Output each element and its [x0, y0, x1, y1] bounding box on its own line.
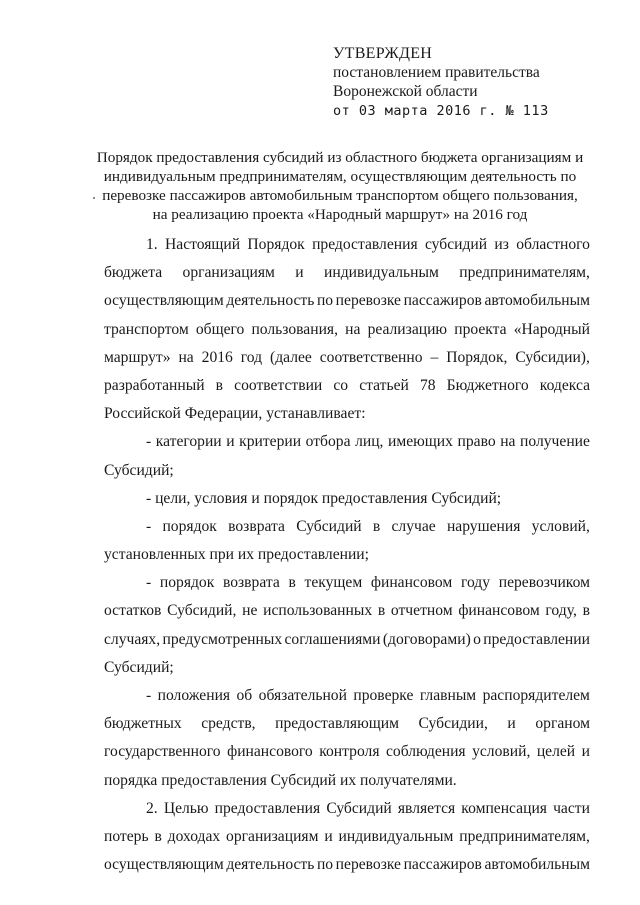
document-body — [104, 231, 590, 879]
text-line: бюджета организациям и индивидуальным предпринимателям, — [104, 264, 590, 282]
list-item-line: порядка предоставления Субсидий их получателями. — [104, 771, 457, 789]
list-item-line: установленных при их предоставлении; — [104, 546, 369, 564]
text-line: транспортом общего пользования, на реализацию проекта «Народный — [104, 320, 590, 338]
list-item-line: Субсидий; — [104, 461, 174, 479]
list-item-line: - порядок возврата Субсидий в случае нарушения условий, — [146, 517, 590, 535]
text-line: потерь в доходах организациям и индивидуальным предпринимателям, — [104, 827, 590, 845]
list-item-line: остатков Субсидий, не использованных в отчетном финансовом году, в — [104, 602, 590, 620]
title-line: Порядок предоставления субсидий из областного бюджета организациям и — [96, 149, 584, 166]
list-item-line: государственного финансового контроля соблюдения условий, целей и — [104, 743, 590, 761]
title-line: перевозке пассажиров автомобильным транспортом общего пользования, — [102, 187, 578, 204]
title-line: индивидуальным предпринимателям, осуществляющим деятельность по — [103, 168, 577, 185]
list-item-line: - категории и критерии отбора лиц, имеющих право на получение — [146, 433, 590, 451]
list-item-line: - цели, условия и порядок предоставления Субсидий; — [146, 489, 502, 507]
scan-speck — [93, 197, 95, 199]
text-line: Российской Федерации, устанавливает: — [104, 405, 366, 423]
approval-heading: УТВЕРЖДЕН — [333, 45, 433, 62]
list-item-line: случаях, предусмотренных соглашениями (договорами) о предоставлении — [104, 630, 590, 648]
approval-line: постановлением правительства — [333, 64, 540, 81]
list-item-line: Субсидий; — [104, 658, 174, 676]
text-line: 2. Целью предоставления Субсидий является компенсация части — [146, 799, 590, 817]
list-item-line: бюджетных средств, предоставляющим Субсидии, и органом — [104, 715, 590, 733]
approval-line: Воронежской области — [333, 83, 478, 100]
text-line: 1. Настоящий Порядок предоставления субсидий из областного — [146, 236, 590, 253]
approval-block — [333, 44, 549, 121]
text-line: разработанный в соответствии со статьей 78 Бюджетного кодекса — [104, 376, 590, 394]
text-line: осуществляющим деятельность по перевозке пассажиров автомобильным — [104, 292, 590, 310]
list-item-line: - положения об обязательной проверке главным распорядителем — [146, 687, 590, 704]
approval-date-stamp: от 03 марта 2016 г. № 113 — [333, 103, 549, 119]
text-line: осуществляющим деятельность по перевозке пассажиров автомобильным — [104, 856, 590, 874]
list-item-line: - порядок возврата в текущем финансовом году перевозчиком — [146, 574, 590, 592]
text-line: маршрут» на 2016 год (далее соответственно – Порядок, Субсидии), — [104, 348, 590, 366]
document-title — [80, 148, 600, 224]
title-line: на реализацию проекта «Народный маршрут» на 2016 год — [152, 206, 528, 223]
